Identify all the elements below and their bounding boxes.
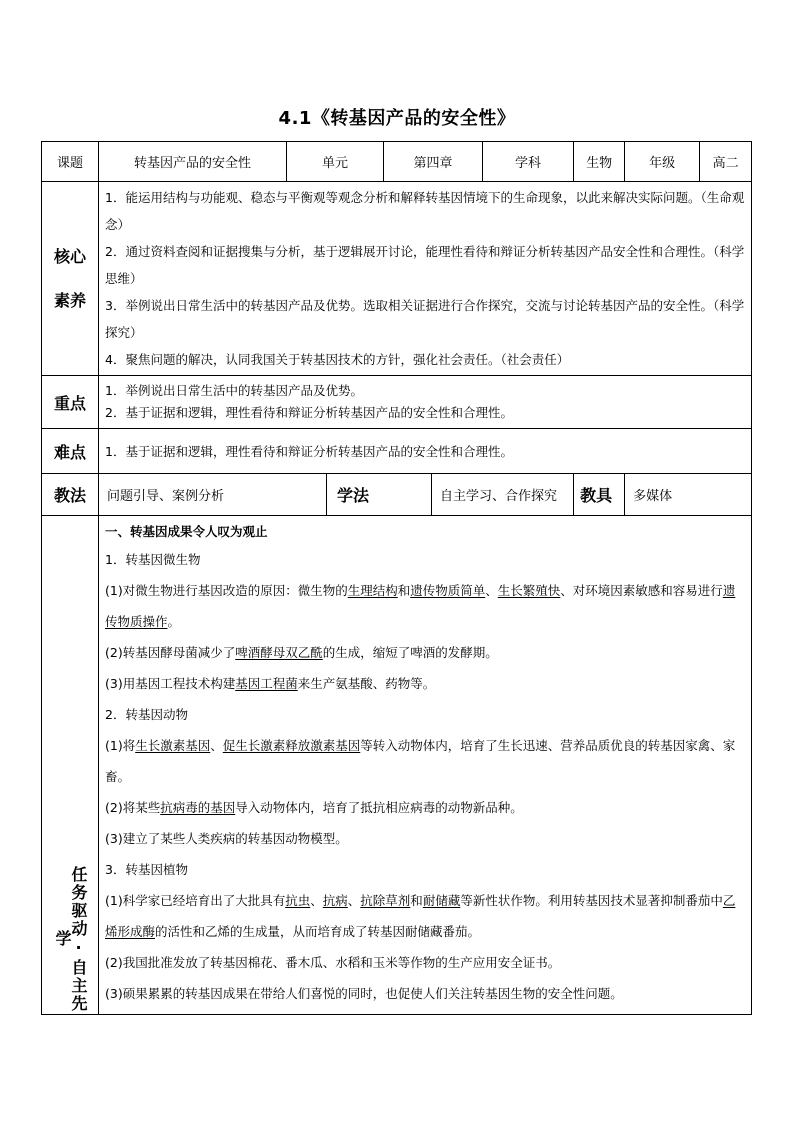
difficult-item-1: 1．基于证据和逻辑，理性看待和辩证分析转基因产品的安全性和合理性。 (105, 443, 513, 459)
text: 导入动物体内，培育了抵抗相应病毒的动物新品种。 (235, 800, 523, 815)
animal-para-1 (105, 730, 745, 792)
key-points-content (99, 376, 752, 429)
underlined-answer: 生长激素基因 (135, 738, 211, 753)
underlined-answer: 促生长激素释放激素基因 (222, 738, 361, 753)
text: 和 (397, 583, 411, 598)
plant-title: 3．转基因植物 (105, 862, 188, 877)
text: 、 (347, 893, 361, 908)
learning-method-label: 学法 (327, 474, 432, 516)
grade-value: 高二 (700, 142, 752, 182)
key-points-row (42, 376, 752, 429)
difficult-points-row (42, 429, 752, 474)
core-item-2: 2．通过资料查阅和证据搜集与分析，基于逻辑展开讨论，能理性看待和辩证分析转基因产品安全性和合理性。（科学思维） (105, 244, 745, 286)
underlined-answer: 遗传物质操作 (105, 583, 736, 629)
animal-para-3: (3)建立了某些人类疾病的转基因动物模型。 (105, 831, 348, 846)
text: 和 (410, 893, 423, 908)
text: (1)将 (105, 738, 136, 753)
task-content (99, 516, 752, 1015)
header-row (42, 142, 752, 182)
teaching-tools-value: 多媒体 (625, 474, 752, 516)
task-side-clip (42, 864, 98, 1014)
task-section-title: 一、转基因成果令人叹为观止 (105, 524, 268, 539)
methods-row (42, 474, 752, 516)
text: 、 (485, 583, 498, 598)
text: 的生成，缩短了啤酒的发酵期。 (322, 645, 498, 660)
text: (1)科学家已经培育出了大批具有 (105, 893, 286, 908)
underlined-answer: 抗除草剂 (360, 893, 411, 908)
underlined-answer: 啤酒酵母双乙酰 (235, 645, 323, 660)
page-title: 4.1《转基因产品的安全性》 (278, 108, 516, 129)
micro-para-2 (105, 637, 745, 668)
core-item-1: 1．能运用结构与功能观、稳态与平衡观等观念分析和解释转基因情境下的生命现象，以此来解决实际问题。（生命观念） (105, 190, 745, 232)
core-literacy-label (42, 182, 99, 376)
unit-label: 单元 (287, 142, 384, 182)
key-item-2: 2．基于证据和逻辑，理性看待和辩证分析转基因产品的安全性和合理性。 (105, 405, 513, 420)
animal-para-2 (105, 792, 745, 823)
core-literacy-content (99, 182, 752, 376)
underlined-answer: 抗病毒的基因 (160, 800, 236, 815)
core-item-3: 3．举例说出日常生活中的转基因产品及优势。选取相关证据进行合作探究，交流与讨论转基因产品的安全性。（科学探究） (105, 298, 745, 340)
teaching-method-value: 问题引导、案例分析 (99, 474, 327, 516)
underlined-answer: 抗病 (322, 893, 348, 908)
subject-label: 学科 (483, 142, 574, 182)
underlined-answer: 耐储藏 (422, 893, 461, 908)
underlined-answer: 遗传物质简单 (410, 583, 486, 598)
text: 、 (310, 893, 323, 908)
underlined-answer: 基因工程菌 (235, 676, 298, 691)
micro-para-3 (105, 668, 745, 699)
text: (1)对微生物进行基因改造的原因：微生物的 (105, 583, 348, 598)
learning-method-value: 自主学习、合作探究 (432, 474, 574, 516)
text: 来生产氨基酸、药物等。 (297, 676, 436, 691)
text: 等转入动物体内，培育了生长迅速、营养品质优良的转基因家禽、家畜。 (105, 738, 736, 784)
plant-para-2: (2)我国批准发放了转基因棉花、番木瓜、水稻和玉米等作物的生产应用安全证书。 (105, 955, 561, 970)
difficult-points-content (99, 429, 752, 474)
core-item-4: 4．聚焦问题的解决，认同我国关于转基因技术的方针，强化社会责任。（社会责任） (105, 352, 570, 367)
micro-para-1 (105, 575, 745, 637)
plant-para-3: (3)硕果累累的转基因成果在带给人们喜悦的同时，也促使人们关注转基因生物的安全性问题。 (105, 986, 623, 1001)
teaching-tools-label: 教具 (574, 474, 625, 516)
core-literacy-row (42, 182, 752, 376)
text: (2)将某些 (105, 800, 161, 815)
subject-value: 生物 (574, 142, 625, 182)
text: 、 (210, 738, 223, 753)
plant-para-1 (105, 885, 745, 947)
micro-title: 1．转基因微生物 (105, 552, 201, 567)
core-label-line1: 核心 (53, 246, 86, 266)
task-side-label (42, 516, 99, 1015)
topic-value: 转基因产品的安全性 (99, 142, 287, 182)
underlined-answer: 生长繁殖快 (497, 583, 561, 598)
topic-label: 课题 (42, 142, 99, 182)
text: (2)转基因酵母菌减少了 (105, 645, 236, 660)
task-side-text: 任务驱动·自主先学 (53, 865, 88, 1013)
core-label-line2: 素养 (53, 290, 86, 310)
text: (3)用基因工程技术构建 (105, 676, 236, 691)
lesson-plan-table (41, 141, 752, 1015)
animal-title: 2．转基因动物 (105, 707, 188, 722)
underlined-answer: 生理结构 (347, 583, 398, 598)
grade-label: 年级 (625, 142, 700, 182)
difficult-points-label: 难点 (42, 429, 99, 474)
text: 的活性和乙烯的生成量，从而培育成了转基因耐储藏番茄。 (155, 924, 481, 939)
text: 。 (167, 614, 181, 629)
teaching-method-label: 教法 (42, 474, 99, 516)
key-item-1: 1．举例说出日常生活中的转基因产品及优势。 (105, 383, 363, 398)
unit-value: 第四章 (384, 142, 483, 182)
underlined-answer: 乙烯形成酶 (105, 893, 736, 939)
task-row (42, 516, 752, 1015)
key-points-label: 重点 (42, 376, 99, 429)
underlined-answer: 抗虫 (285, 893, 311, 908)
text: 等新性状作物。利用转基因技术显著抑制番茄中 (460, 893, 723, 908)
text: 、对环境因素敏感和容易进行 (560, 583, 723, 598)
